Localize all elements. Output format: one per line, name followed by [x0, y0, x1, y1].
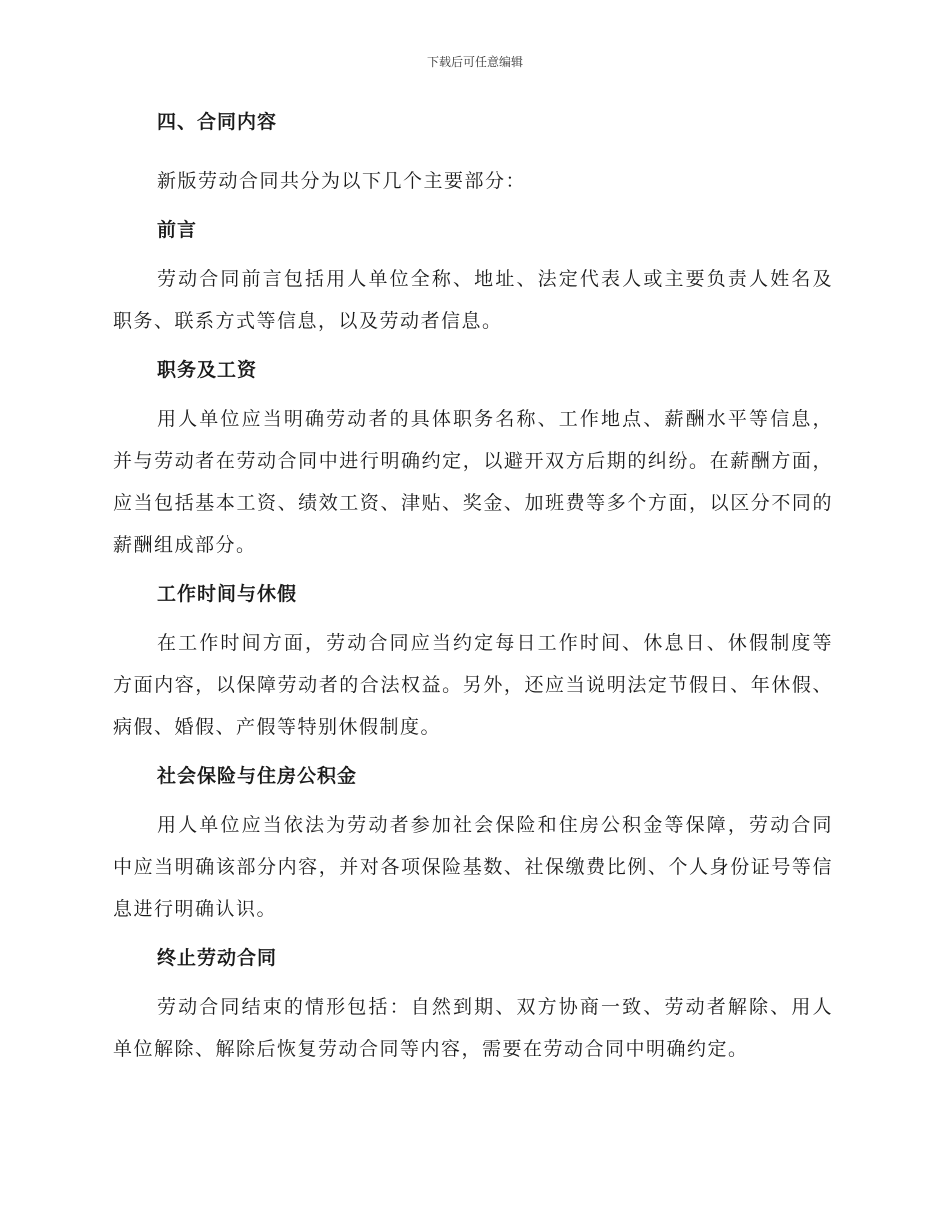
page-header: 下载后可任意编辑 [426, 55, 523, 69]
document-body [113, 108, 833, 1070]
paragraph-termination: 劳动合同结束的情形包括：自然到期、双方协商一致、劳动者解除、用人单位解除、解除后恢复劳动合同等内容，需要在劳动合同中明确约定。 [113, 996, 833, 1060]
paragraph-working-hours: 在工作时间方面，劳动合同应当约定每日工作时间、休息日、休假制度等方面内容，以保障劳动者的合法权益。另外，还应当说明法定节假日、年休假、病假、婚假、产假等特别休假制度。 [113, 632, 833, 738]
section-title: 四、合同内容 [157, 111, 278, 133]
heading-termination: 终止劳动合同 [157, 947, 278, 969]
heading-preface: 前言 [157, 219, 198, 241]
heading-working-hours: 工作时间与休假 [157, 583, 298, 605]
heading-position-salary: 职务及工资 [157, 359, 258, 381]
intro-paragraph: 新版劳动合同共分为以下几个主要部分： [157, 170, 527, 192]
paragraph-position-salary: 用人单位应当明确劳动者的具体职务名称、工作地点、薪酬水平等信息，并与劳动者在劳动合同中进行明确约定，以避开双方后期的纠纷。在薪酬方面，应当包括基本工资、绩效工资、津贴、奖金、加班费等多个方面，以区分不同的薪酬组成部分。 [113, 408, 833, 556]
heading-social-insurance: 社会保险与住房公积金 [157, 765, 358, 787]
paragraph-preface: 劳动合同前言包括用人单位全称、地址、法定代表人或主要负责人姓名及职务、联系方式等信息，以及劳动者信息。 [113, 268, 833, 332]
paragraph-social-insurance: 用人单位应当依法为劳动者参加社会保险和住房公积金等保障，劳动合同中应当明确该部分内容，并对各项保险基数、社保缴费比例、个人身份证号等信息进行明确认识。 [113, 814, 833, 920]
